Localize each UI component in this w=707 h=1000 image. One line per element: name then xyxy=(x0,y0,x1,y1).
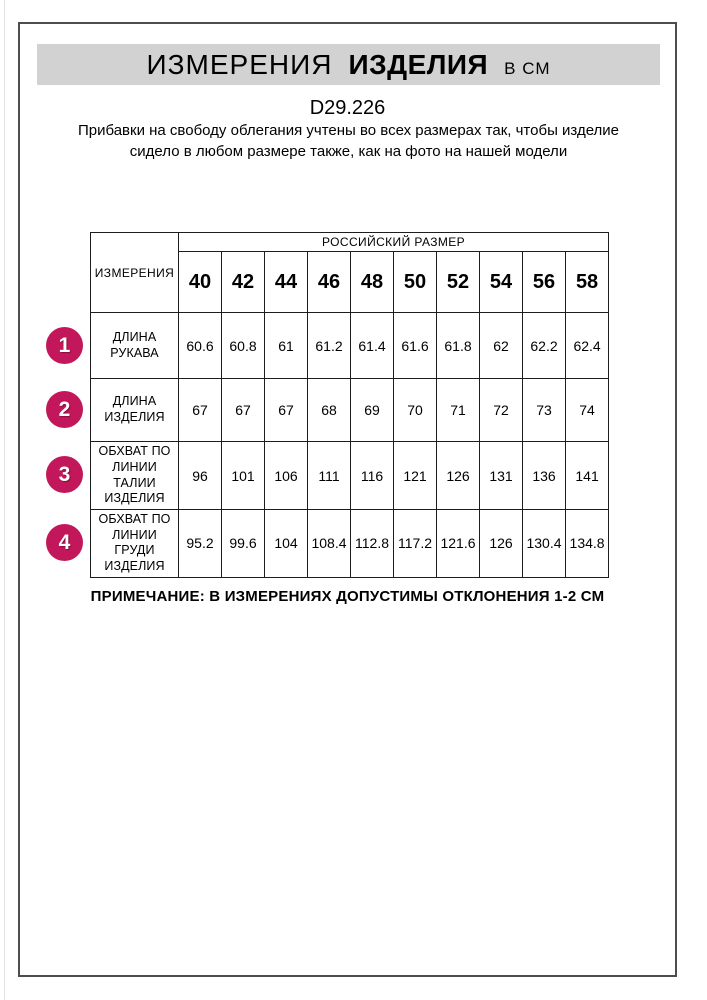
size-header: 42 xyxy=(222,252,265,313)
table-cell: 62.2 xyxy=(523,313,566,379)
table-cell: 60.6 xyxy=(179,313,222,379)
table-cell: 117.2 xyxy=(394,510,437,578)
table-cell: 116 xyxy=(351,442,394,510)
table-cell: 104 xyxy=(265,510,308,578)
row-label: ОБХВАТ ПО ЛИНИИ ГРУДИ ИЗДЕЛИЯ xyxy=(91,510,179,578)
table-cell: 136 xyxy=(523,442,566,510)
table-cell: 131 xyxy=(480,442,523,510)
title-product: ИЗДЕЛИЯ xyxy=(348,49,489,80)
measurements-table xyxy=(90,232,609,578)
row-label: ОБХВАТ ПО ЛИНИИ ТАЛИИ ИЗДЕЛИЯ xyxy=(91,442,179,510)
page-edge-line xyxy=(4,0,5,1000)
table-cell: 134.8 xyxy=(566,510,609,578)
description-text: Прибавки на свободу облегания учтены во всех размерах так, чтобы изделие сидело в любом размере также, как на фото на нашей модели xyxy=(77,122,620,160)
badge-number: 2 xyxy=(58,397,71,421)
size-header: 54 xyxy=(480,252,523,313)
table-cell: 121 xyxy=(394,442,437,510)
table-cell: 121.6 xyxy=(437,510,480,578)
row-label: ДЛИНА ИЗДЕЛИЯ xyxy=(91,379,179,442)
table-row xyxy=(91,379,609,442)
table-cell: 111 xyxy=(308,442,351,510)
table-row xyxy=(91,510,609,578)
table-cell: 126 xyxy=(480,510,523,578)
table-cell: 62 xyxy=(480,313,523,379)
table-cell: 60.8 xyxy=(222,313,265,379)
table-corner-label: ИЗМЕРЕНИЯ xyxy=(91,233,179,313)
table-cell: 61.2 xyxy=(308,313,351,379)
table-cell: 61.8 xyxy=(437,313,480,379)
table-row xyxy=(91,442,609,510)
table-cell: 61 xyxy=(265,313,308,379)
table-cell: 112.8 xyxy=(351,510,394,578)
row-label: ДЛИНА РУКАВА xyxy=(91,313,179,379)
badge-number: 1 xyxy=(58,333,71,357)
table-cell: 99.6 xyxy=(222,510,265,578)
product-code: D29.226 xyxy=(309,97,386,119)
table-cell: 67 xyxy=(265,379,308,442)
badge-number: 4 xyxy=(58,530,71,554)
table-cell: 61.6 xyxy=(394,313,437,379)
badge-number: 3 xyxy=(58,462,71,486)
note-text: ПРИМЕЧАНИЕ: В ИЗМЕРЕНИЯХ ДОПУСТИМЫ ОТКЛОНЕНИЯ 1-2 СМ xyxy=(90,588,605,605)
size-header: 56 xyxy=(523,252,566,313)
table-cell: 67 xyxy=(222,379,265,442)
table-group-header: РОССИЙСКИЙ РАЗМЕР xyxy=(179,233,609,252)
table-cell: 72 xyxy=(480,379,523,442)
table-cell: 67 xyxy=(179,379,222,442)
table-cell: 95.2 xyxy=(179,510,222,578)
table-cell: 108.4 xyxy=(308,510,351,578)
row-number-badge xyxy=(46,456,83,493)
table-cell: 71 xyxy=(437,379,480,442)
table-cell: 74 xyxy=(566,379,609,442)
row-number-badge xyxy=(46,327,83,364)
title-unit: В СМ xyxy=(504,59,551,78)
table-cell: 68 xyxy=(308,379,351,442)
table-cell: 69 xyxy=(351,379,394,442)
row-number-badge xyxy=(46,524,83,561)
table-cell: 70 xyxy=(394,379,437,442)
size-header: 58 xyxy=(566,252,609,313)
table-cell: 106 xyxy=(265,442,308,510)
size-header: 52 xyxy=(437,252,480,313)
table-cell: 130.4 xyxy=(523,510,566,578)
size-header: 50 xyxy=(394,252,437,313)
table-cell: 62.4 xyxy=(566,313,609,379)
table-cell: 73 xyxy=(523,379,566,442)
size-header: 44 xyxy=(265,252,308,313)
table-cell: 141 xyxy=(566,442,609,510)
table-row xyxy=(91,313,609,379)
size-header: 48 xyxy=(351,252,394,313)
table-cell: 96 xyxy=(179,442,222,510)
title-measurements: ИЗМЕРЕНИЯ xyxy=(146,49,333,80)
row-number-badge xyxy=(46,391,83,428)
size-header: 40 xyxy=(179,252,222,313)
title-bar xyxy=(37,44,660,85)
table-cell: 61.4 xyxy=(351,313,394,379)
table-cell: 101 xyxy=(222,442,265,510)
table-cell: 126 xyxy=(437,442,480,510)
size-header: 46 xyxy=(308,252,351,313)
